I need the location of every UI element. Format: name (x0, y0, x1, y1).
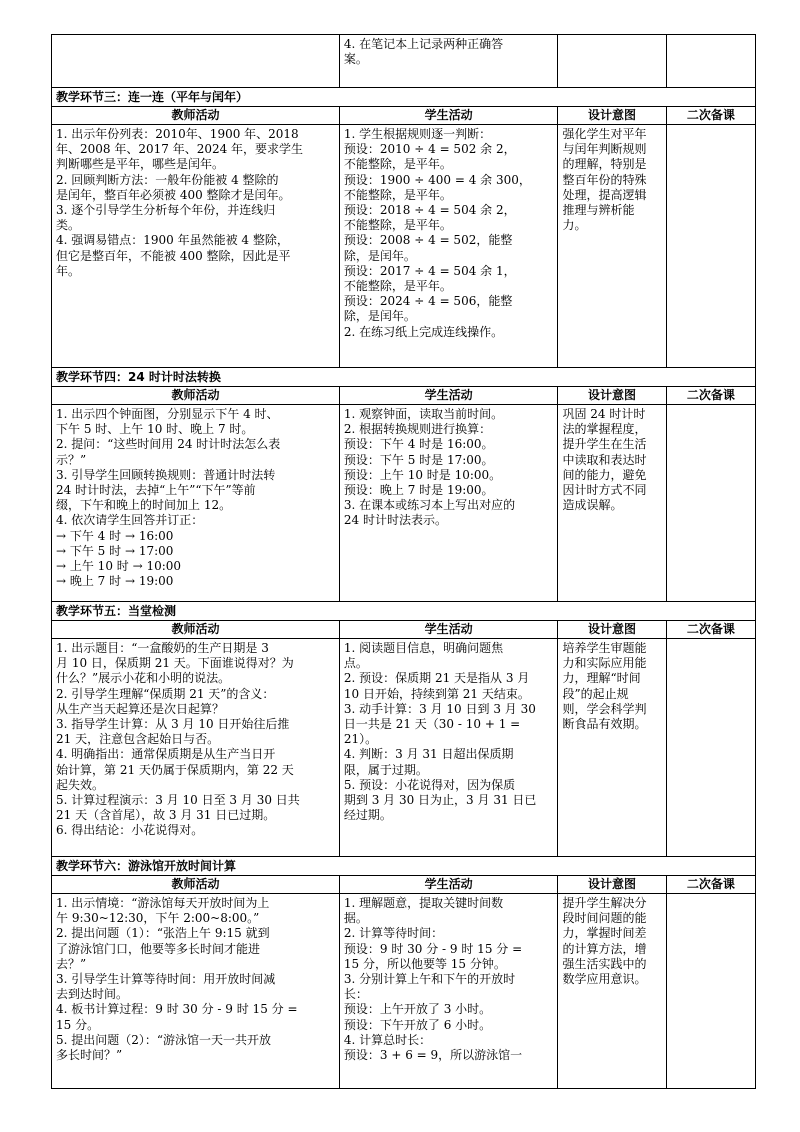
column-header-row (52, 621, 756, 639)
second-prep-cell (666, 639, 755, 857)
text-line: 的计算方法，增 (562, 941, 647, 956)
text-line: 24 时计时法，去掉“上午”“下午”等前 (56, 483, 256, 498)
text-line: 则，学会科学判 (562, 701, 647, 716)
text-line: 1. 出示情境：“游泳馆每天开放时间为上 (56, 896, 270, 910)
text-line: 推理与辨析能 (562, 203, 635, 218)
text-line: 间的能力，避免 (562, 467, 647, 482)
text-line: 了游泳馆门口，他要等多长时间才能进 (56, 941, 261, 956)
text-line: 15 分，所以他要等 15 分钟。 (343, 956, 506, 971)
text-line: 预设：上午 10 时是 10:00。 (343, 467, 502, 482)
text-line: 午 9:30~12:30，下午 2:00~8:00。” (56, 911, 260, 926)
section-body-row (52, 405, 756, 602)
text-line: 整百年份的特殊 (562, 172, 647, 187)
text-line: 但它是整百年，不能被 400 整除，因此是平 (56, 248, 291, 263)
intent-cell (558, 125, 666, 368)
text-line: 去？” (56, 956, 87, 971)
text-line: 培养学生审题能 (562, 641, 647, 655)
text-line: 断食品有效期。 (562, 717, 647, 732)
text-line: 21 天（含首尾），故 3 月 31 日已过期。 (56, 808, 276, 823)
text-line: 4. 在笔记本上记录两种正确答 (343, 37, 504, 51)
header-second-prep: 二次备课 (666, 387, 755, 405)
header-student: 学生活动 (339, 621, 558, 639)
text-line: 多长时间？” (56, 1048, 123, 1063)
text-line: 年、2008 年、2017 年、2024 年，要求学生 (56, 142, 304, 157)
text-line: 2. 在练习纸上完成连线操作。 (343, 324, 504, 339)
column-header-row (52, 387, 756, 405)
text-line: 3. 指导学生计算：从 3 月 10 日开始往后推 (56, 717, 290, 732)
student-cell (339, 125, 558, 368)
text-line: 4. 依次请学生回答并订正： (56, 513, 204, 528)
intent-cell (558, 405, 666, 602)
text-line: 数学应用意识。 (562, 972, 647, 987)
lesson-plan-document (51, 34, 756, 1089)
text-line: 去到达时间。 (56, 987, 129, 1002)
text-line: 不能整除，是平年。 (343, 218, 452, 233)
section-body-row (52, 125, 756, 368)
continued-row (52, 35, 756, 88)
text-line: 处理，提高逻辑 (562, 187, 647, 202)
text-line: 力。 (562, 218, 587, 233)
second-prep-cell (666, 894, 755, 1089)
text-line: 提升学生解决分 (562, 896, 647, 910)
text-line: 4. 板书计算过程：9 时 30 分 - 9 时 15 分 = (56, 1002, 298, 1017)
text-line: 不能整除，是平年。 (343, 187, 452, 202)
text-line: 24 时计时法表示。 (343, 513, 447, 528)
section-title-row-three (52, 88, 756, 107)
text-line: 3. 引导学生计算等待时间：用开放时间减 (56, 972, 276, 987)
section-title: 教学环节四：24 时计时法转换 (52, 368, 756, 387)
column-header-row (52, 876, 756, 894)
text-line: 4. 强调易错点：1900 年虽然能被 4 整除， (56, 233, 289, 248)
text-line: 21）。 (343, 732, 378, 747)
text-line: 2. 根据转换规则进行换算： (343, 422, 492, 437)
text-line: 段时间问题的能 (562, 911, 647, 926)
header-intent: 设计意图 (558, 387, 666, 405)
text-line: → 上午 10 时 → 10:00 (56, 559, 182, 574)
header-intent: 设计意图 (558, 107, 666, 125)
section-body-row (52, 639, 756, 857)
text-line: 造成误解。 (562, 498, 623, 513)
text-line: 因计时方式不同 (562, 483, 647, 498)
text-line: 1. 观察钟面，读取当前时间。 (343, 407, 504, 421)
header-second-prep: 二次备课 (666, 107, 755, 125)
student-cell (339, 405, 558, 602)
text-line: 1. 理解题意，提取关键时间数 (343, 896, 504, 910)
text-line: 点。 (343, 656, 368, 671)
intent-cell (558, 639, 666, 857)
text-line: 类。 (56, 218, 81, 233)
text-line: 21 天，注意包含起始日与否。 (56, 732, 220, 747)
teacher-cell (52, 125, 340, 368)
text-line: 预设：2018 ÷ 4 = 504 余 2， (343, 203, 516, 218)
section-title-row-six (52, 857, 756, 876)
text-line: 缀，下午和晚上的时间加上 12。 (56, 498, 232, 513)
text-line: 不能整除，是平年。 (343, 157, 452, 172)
student-cell (339, 35, 558, 88)
text-line: 不能整除，是平年。 (343, 279, 452, 294)
text-line: 10 日开始，持续到第 21 天结束。 (343, 686, 530, 701)
text-line: 年。 (56, 263, 81, 278)
text-line: 3. 动手计算：3 月 10 日到 3 月 30 (343, 701, 536, 716)
text-line: 6. 得出结论：小花说得对。 (56, 823, 204, 838)
second-prep-cell (666, 125, 755, 368)
text-line: 法的掌握程度， (562, 422, 647, 437)
text-line: 月 10 日，保质期 21 天。下面谁说得对？为 (56, 656, 294, 671)
text-line: 力，理解“时间 (562, 671, 641, 686)
section-title-row-five (52, 602, 756, 621)
header-teacher: 教师活动 (52, 107, 340, 125)
text-line: 长： (343, 987, 368, 1002)
teacher-cell (52, 639, 340, 857)
text-line: 预设：下午 5 时是 17:00。 (343, 452, 494, 467)
text-line: 除，是闰年。 (343, 248, 416, 263)
text-line: 据。 (343, 911, 368, 926)
text-line: 预设：3 + 6 = 9，所以游泳馆一 (343, 1048, 523, 1063)
intent-cell (558, 894, 666, 1089)
text-line: 2. 计算等待时间： (343, 926, 444, 941)
header-teacher: 教师活动 (52, 387, 340, 405)
text-line: 5. 提出问题（2）：“游泳馆一天一共开放 (56, 1032, 272, 1047)
text-line: 1. 出示年份列表：2010年、1900 年、2018 (56, 127, 299, 141)
header-teacher: 教师活动 (52, 621, 340, 639)
text-line: 预设：下午 4 时是 16:00。 (343, 437, 494, 452)
text-line: → 晚上 7 时 → 19:00 (56, 574, 174, 589)
text-line: 强生活实践中的 (562, 956, 647, 971)
text-line: → 下午 5 时 → 17:00 (56, 543, 174, 558)
second-prep-cell (666, 405, 755, 602)
text-line: → 下午 4 时 → 16:00 (56, 528, 174, 543)
header-student: 学生活动 (339, 107, 558, 125)
text-line: 2. 提出问题（1）：“张浩上午 9:15 就到 (56, 926, 270, 941)
text-line: 力，掌握时间差 (562, 926, 647, 941)
text-line: 从生产当天起算还是次日起算？ (56, 701, 225, 716)
header-intent: 设计意图 (558, 621, 666, 639)
text-line: 预设：9 时 30 分 - 9 时 15 分 = (343, 941, 523, 956)
text-line: 下午 5 时、上午 10 时、晚上 7 时。 (56, 422, 254, 437)
text-line: 1. 阅读题目信息，明确问题焦 (343, 641, 504, 655)
text-line: 1. 学生根据规则逐一判断： (343, 127, 492, 141)
text-line: 期到 3 月 30 日为止，3 月 31 日已 (343, 793, 537, 808)
text-line: 预设：上午开放了 3 小时。 (343, 1002, 492, 1017)
text-line: 5. 计算过程演示：3 月 10 日至 3 月 30 日共 (56, 793, 300, 808)
teacher-cell (52, 894, 340, 1089)
text-line: 2. 回顾判断方法：一般年份能被 4 整除的 (56, 172, 279, 187)
text-line: 2. 引导学生理解“保质期 21 天”的含义： (56, 686, 275, 701)
text-line: 4. 判断：3 月 31 日超出保质期 (343, 747, 514, 762)
text-line: 预设：1900 ÷ 400 = 4 余 300， (343, 172, 531, 187)
lesson-plan-table (51, 34, 756, 1089)
section-title: 教学环节五：当堂检测 (52, 602, 756, 621)
text-line: 预设：2010 ÷ 4 = 502 余 2， (343, 142, 516, 157)
text-line: 15 分。 (56, 1017, 100, 1032)
header-second-prep: 二次备课 (666, 876, 755, 894)
text-line: 1. 出示四个钟面图，分别显示下午 4 时、 (56, 407, 279, 421)
text-line: 提升学生在生活 (562, 437, 647, 452)
text-line: 预设：2024 ÷ 4 = 506，能整 (343, 294, 513, 309)
text-line: 预设：晚上 7 时是 19:00。 (343, 483, 494, 498)
text-line: 5. 预设：小花说得对，因为保质 (343, 777, 516, 792)
text-line: 除，是闰年。 (343, 309, 416, 324)
text-line: 预设：2008 ÷ 4 = 502，能整 (343, 233, 513, 248)
text-line: 限，属于过期。 (343, 762, 428, 777)
text-line: 判断哪些是平年，哪些是闰年。 (56, 157, 225, 172)
text-line: 什么？”展示小花和小明的说法。 (56, 671, 231, 686)
header-student: 学生活动 (339, 876, 558, 894)
section-title: 教学环节三：连一连（平年与闰年） (52, 88, 756, 107)
header-intent: 设计意图 (558, 876, 666, 894)
text-line: 2. 预设：保质期 21 天是指从 3 月 (343, 671, 530, 686)
text-line: 示？” (56, 452, 87, 467)
text-line: 1. 出示题目：“一盒酸奶的生产日期是 3 (56, 641, 269, 655)
column-header-row (52, 107, 756, 125)
student-cell (339, 639, 558, 857)
text-line: 力和实际应用能 (562, 656, 647, 671)
text-line: 预设：2017 ÷ 4 = 504 余 1， (343, 263, 516, 278)
text-line: 3. 分别计算上午和下午的开放时 (343, 972, 516, 987)
section-title-row-four (52, 368, 756, 387)
second-prep-cell (666, 35, 755, 88)
text-line: 段”的起止规 (562, 686, 629, 701)
text-line: 案。 (343, 52, 368, 67)
text-line: 4. 明确指出：通常保质期是从生产当日开 (56, 747, 276, 762)
text-line: 预设：下午开放了 6 小时。 (343, 1017, 492, 1032)
header-student: 学生活动 (339, 387, 558, 405)
text-line: 始计算，第 21 天仍属于保质期内，第 22 天 (56, 762, 294, 777)
text-line: 与闰年判断规则 (562, 142, 647, 157)
text-line: 3. 逐个引导学生分析每个年份，并连线归 (56, 203, 276, 218)
text-line: 是闰年，整百年必须被 400 整除才是闰年。 (56, 187, 291, 202)
text-line: 3. 引导学生回顾转换规则：普通计时法转 (56, 467, 276, 482)
text-line: 4. 计算总时长： (343, 1032, 432, 1047)
text-line: 中读取和表达时 (562, 452, 647, 467)
intent-cell (558, 35, 666, 88)
text-line: 起失效。 (56, 777, 105, 792)
teacher-cell (52, 405, 340, 602)
student-cell (339, 894, 558, 1089)
text-line: 的理解，特别是 (562, 157, 647, 172)
text-line: 经过期。 (343, 808, 392, 823)
header-teacher: 教师活动 (52, 876, 340, 894)
section-body-row (52, 894, 756, 1089)
section-title: 教学环节六：游泳馆开放时间计算 (52, 857, 756, 876)
header-second-prep: 二次备课 (666, 621, 755, 639)
text-line: 2. 提问：“这些时间用 24 时计时法怎么表 (56, 437, 281, 452)
text-line: 3. 在课本或练习本上写出对应的 (343, 498, 516, 513)
text-line: 强化学生对平年 (562, 127, 647, 141)
text-line: 巩固 24 时计时 (562, 407, 646, 421)
text-line: 日一共是 21 天（30 - 10 + 1 = (343, 717, 521, 732)
teacher-cell (52, 35, 340, 88)
